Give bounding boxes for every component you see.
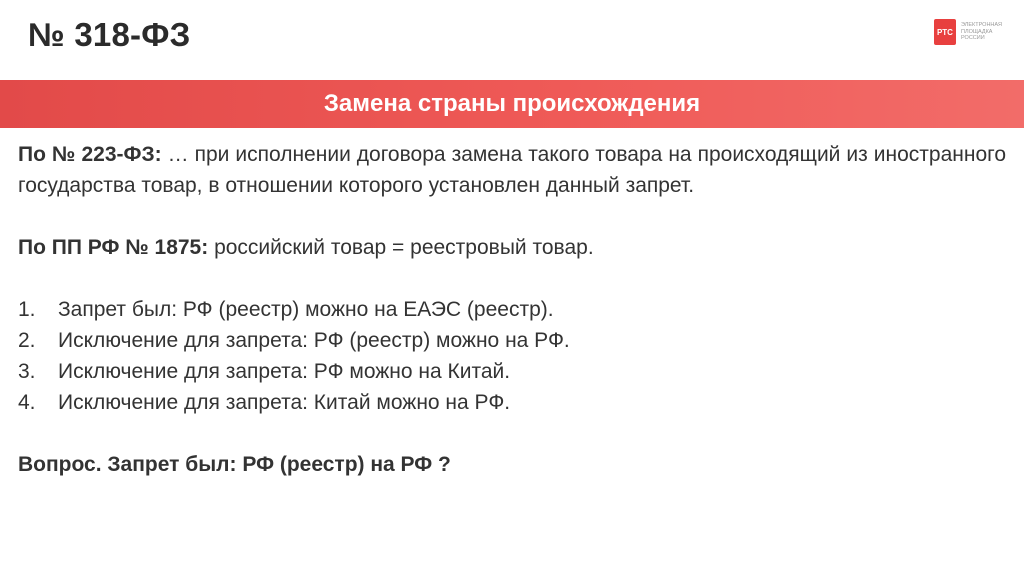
numbered-list (18, 294, 1006, 418)
rts-logo (934, 19, 1009, 45)
list-item (18, 325, 1006, 356)
paragraph-text: … при исполнении договора замена такого товара на происходящий из иностранного государства товар, в отношении которого установлен данный запрет. (18, 143, 1007, 197)
section-banner (0, 80, 1024, 128)
list-item (18, 356, 1006, 387)
list-item (18, 387, 1006, 418)
paragraph-text: российский товар = реестровый товар. (208, 236, 594, 259)
logo-text-line: ЭЛЕКТРОННАЯ (961, 22, 1003, 29)
logo-text-line: ПЛОЩАДКА (961, 28, 993, 35)
paragraph-label: По ПП РФ № 1875: (18, 236, 209, 259)
list-item-number: 3. (18, 360, 36, 383)
list-item-text: Исключение для запрета: РФ (реестр) можно на РФ. (58, 329, 570, 352)
list-item-text: Исключение для запрета: РФ можно на Китай. (58, 360, 511, 383)
banner-title: Замена страны происхождения (323, 90, 701, 117)
list-item-number: 2. (18, 329, 36, 352)
list-item-text: Запрет был: РФ (реестр) можно на ЕАЭС (реестр). (58, 298, 554, 321)
page-title: № 318-ФЗ (28, 16, 191, 53)
paragraph-pp1875 (18, 232, 1006, 263)
list-item-number: 4. (18, 391, 36, 414)
paragraph-223fz (18, 139, 1006, 201)
slide-content (18, 139, 1006, 480)
list-item-text: Исключение для запрета: Китай можно на РФ. (58, 391, 511, 414)
logo-mark: РТС (934, 19, 956, 45)
paragraph-label: По № 223-ФЗ: (18, 143, 162, 166)
list-item-number: 1. (18, 298, 36, 321)
logo-text (961, 22, 1009, 42)
question-text: Вопрос. Запрет был: РФ (реестр) на РФ ? (18, 453, 451, 476)
logo-text-line: РОССИИ (961, 35, 985, 42)
list-item (18, 294, 1006, 325)
